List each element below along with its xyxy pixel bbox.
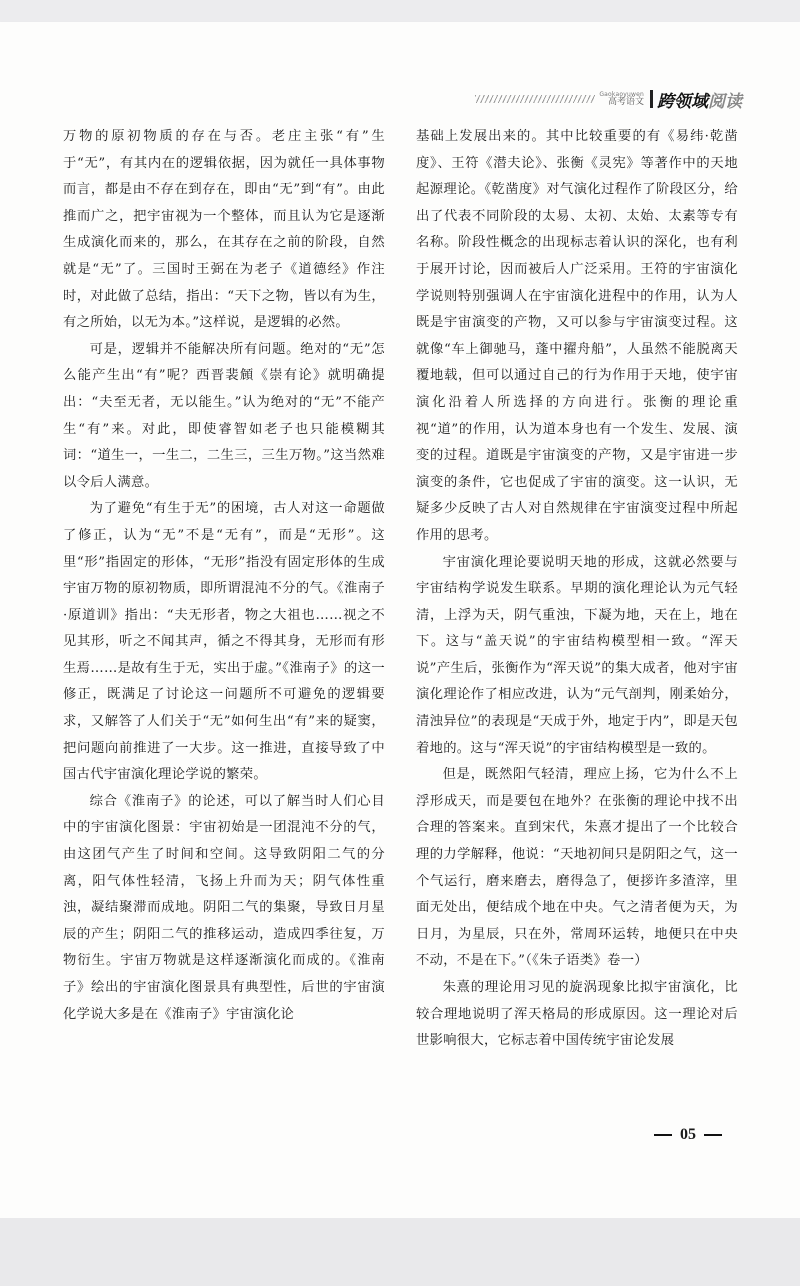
section-title-light: 阅读: [708, 91, 742, 112]
paragraph: 但是，既然阳气轻清，理应上扬，它为什么不上浮形成天，而是要包在地外？在张衡的理论中找不出合理的答案来。直到宋代，朱熹才提出了一个比较合理的力学解释，他说：“天地初间只是阴阳之气，这一个气运行，磨来磨去，磨得急了，便拶许多渣滓，里面无处出，便结成个地在中央。气之清者便为天，为日月，为星辰，只在外，常周环运转，地便只在中央不动，不是在下。”（《朱子语类》卷一）: [416, 767, 738, 969]
section-title-bold: 跨领域: [657, 91, 708, 112]
header-divider: [650, 90, 653, 108]
left-text-column: [63, 124, 385, 1028]
header-hatch-decoration: [475, 95, 595, 103]
page-number-value: 05: [680, 1126, 696, 1143]
paragraph: 基础上发展出来的。其中比较重要的有《易纬·乾凿度》、王符《潜夫论》、张衡《灵宪》等著作中的天地起源理论。《乾凿度》对气演化过程作了阶段区分，给出了代表不同阶段的太易、太初、太始、太素等专有名称。阶段性概念的出现标志着认识的深化，也有利于展开讨论，因而被后人广泛采用。王符的宇宙演化学说则特别强调人在宇宙演化进程中的作用，认为人既是宇宙演变的产物，又可以参与宇宙演变过程。这就像“车上御驰马，蓬中擢舟船”，人虽然不能脱离天覆地载，但可以通过自己的行为作用于天地，使宇宙演化沿着人所选择的方向进行。张衡的理论重视“道”的作用，认为道本身也有一个发生、发展、演变的过程。道既是宇宙演变的产物，又是宇宙进一步演变的条件，它也促成了宇宙的演变。这一认识，无疑多少反映了古人对自然规律在宇宙演变过程中所起作用的思考。: [416, 129, 738, 543]
viewer-top-bar: [0, 0, 800, 22]
page-number: [646, 1126, 730, 1144]
header-magazine-label: [599, 92, 644, 107]
right-text-column: [416, 124, 738, 1055]
paragraph: 万物的原初物质的存在与否。老庄主张“有”生于“无”，有其内在的逻辑依据，因为就任一具体事物而言，都是由不存在到存在，即由“无”到“有”。由此推而广之，把宇宙视为一个整体，而且认为它是逐渐生成演化而来的，那么，在其存在之前的阶段，自然就是“无”了。三国时王弼在为老子《道德经》作注时，对此做了总结，指出：“天下之物，皆以有为生，有之所始，以无为本。”这样说，是逻辑的必然。: [63, 129, 385, 331]
paragraph: 综合《淮南子》的论述，可以了解当时人们心目中的宇宙演化图景：宇宙初始是一团混沌不分的气，由这团气产生了时间和空间。这导致阴阳二气的分离，阳气体性轻清，飞扬上升而为天；阴气体性重浊，凝结聚滞而成地。阴阳二气的集聚，导致日月星辰的产生；阴阳二气的推移运动，造成四季往复，万物衍生。宇宙万物就是这样逐渐演化而成的。《淮南子》绘出的宇宙演化图景具有典型性，后世的宇宙演化学说大多是在《淮南子》宇宙演化论: [63, 793, 385, 1022]
paragraph: 朱熹的理论用习见的旋涡现象比拟宇宙演化，比较合理地说明了浑天格局的形成原因。这一理论对后世影响很大，它标志着中国传统宇宙论发展: [416, 980, 738, 1049]
page-number-dash-right: [704, 1134, 722, 1136]
magazine-en-label: Gaokaoyuwen: [599, 90, 644, 98]
magazine-cn-label: 高考语文: [607, 96, 644, 107]
paragraph: 宇宙演化理论要说明天地的形成，这就必然要与宇宙结构学说发生联系。早期的演化理论认为元气轻清，上浮为天，阴气重浊，下凝为地，天在上，地在下。这与“盖天说”的宇宙结构模型相一致。“浑天说”产生后，张衡作为“浑天说”的集大成者，他对宇宙演化理论作了相应改进，认为“元气剖判，刚柔始分，清浊异位”的表现是“天成于外，地定于内”，即是天包着地的。这与“浑天说”的宇宙结构模型是一致的。: [416, 554, 738, 756]
viewer-bottom-band: [0, 1218, 800, 1286]
paragraph: 可是，逻辑并不能解决所有问题。绝对的“无”怎么能产生出“有”呢？西晋裴頠《崇有论》就明确提出：“夫至无者，无以能生。”认为绝对的“无”不能产生“有”来。对此，即使睿智如老子也只能模糊其词：“道生一，一生二，二生三，三生万物。”这当然难以令后人满意。: [63, 341, 385, 490]
page-number-dash-left: [654, 1134, 672, 1136]
page-header: [475, 88, 742, 110]
paragraph: 为了避免“有生于无”的困境，古人对这一命题做了修正，认为“无”不是“无有”，而是“无形”。这里“形”指固定的形体，“无形”指没有固定形体的生成宇宙万物的原初物质，即所谓混沌不分的气。《淮南子·原道训》指出：“夫无形者，物之大祖也……视之不见其形，听之不闻其声，循之不得其身，无形而有形生焉……是故有生于无，实出于虚。”《淮南子》的这一修正，既满足了讨论这一问题所不可避免的逻辑要求，又解答了人们关于“无”如何生出“有”来的疑窦，把问题向前推进了一大步。这一推进，直接导致了中国古代宇宙演化理论学说的繁荣。: [63, 501, 385, 783]
